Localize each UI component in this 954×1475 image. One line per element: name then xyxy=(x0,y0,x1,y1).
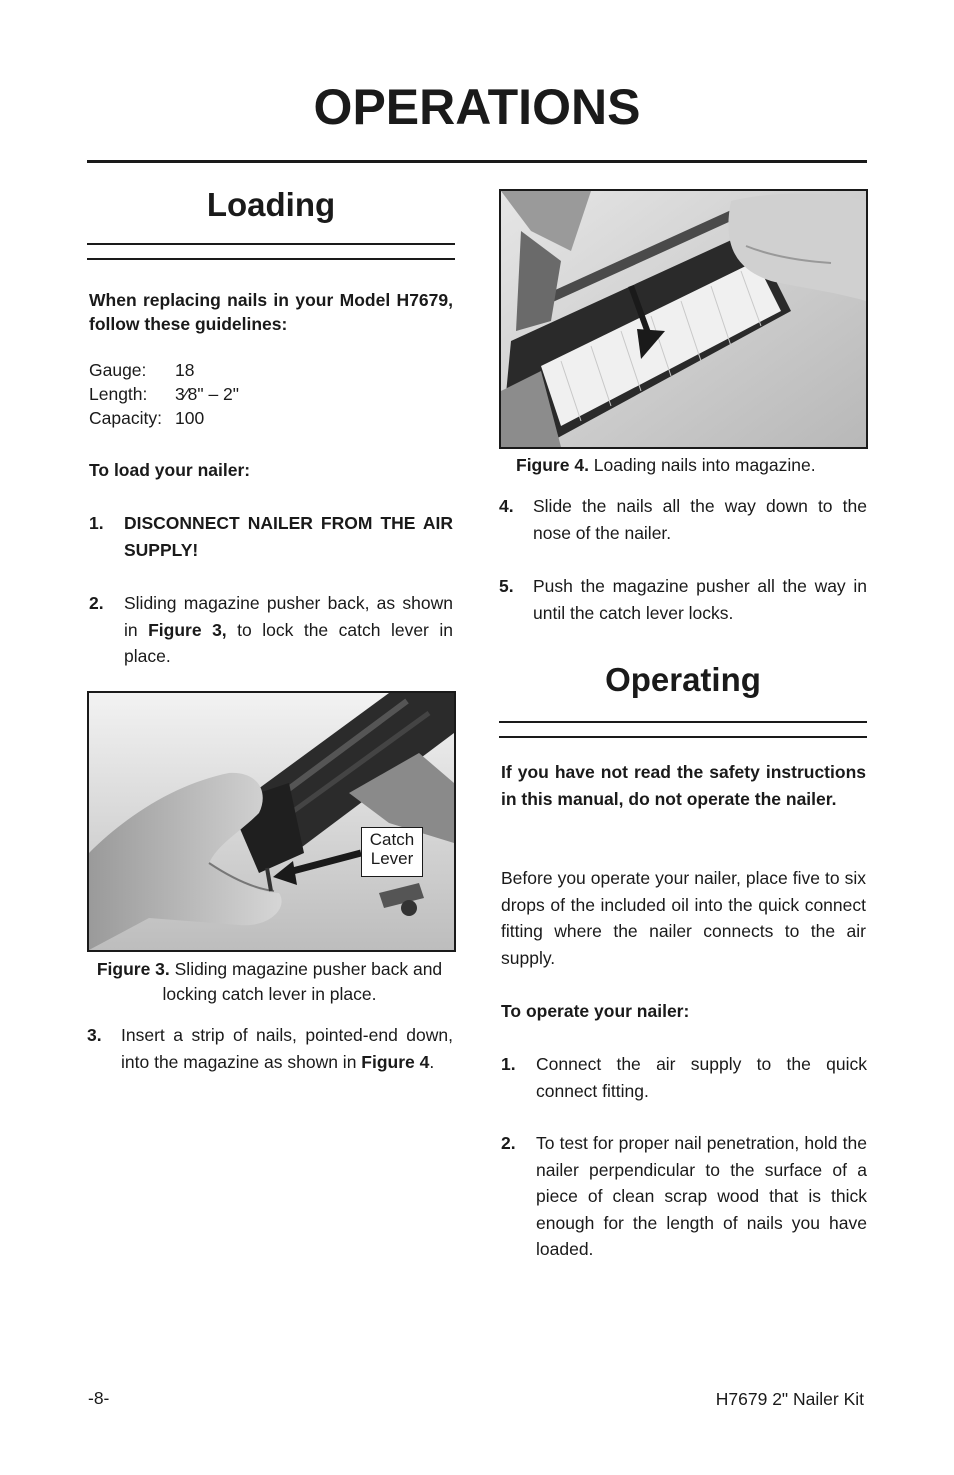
catch-lever-label: Catch Lever xyxy=(361,827,423,877)
loading-rule-bottom xyxy=(87,258,455,260)
safety-warning: If you have not read the safety instructions in this manual, do not operate the nailer. xyxy=(501,762,866,809)
nailer-magazine-illustration xyxy=(89,693,454,950)
product-name: H7679 2" Nailer Kit xyxy=(715,1389,864,1409)
page-title: OPERATIONS xyxy=(313,79,641,135)
page-number: -8- xyxy=(88,1388,110,1408)
loading-rule-top xyxy=(87,243,455,245)
oil-instructions: Before you operate your nailer, place five to six drops of the included oil into the quick connect fitting where the nailer connects to the air supply. xyxy=(501,868,866,968)
nail-strip-illustration xyxy=(501,191,866,447)
operating-rule-top xyxy=(499,721,867,723)
figure-4-caption: Figure 4. Loading nails into magazine. xyxy=(516,455,816,475)
title-rule xyxy=(87,160,867,163)
spec-length: Length: 3⁄8" – 2" xyxy=(89,384,240,404)
operating-rule-bottom xyxy=(499,736,867,738)
operating-heading: Operating xyxy=(605,661,761,698)
loading-heading: Loading xyxy=(206,186,336,223)
loading-intro: When replacing nails in your Model H7679, follow these guidelines: xyxy=(89,290,453,334)
spec-list xyxy=(89,358,453,430)
to-operate-heading: To operate your nailer: xyxy=(501,1001,690,1021)
spec-gauge: Gauge: 18 xyxy=(89,360,195,380)
figure-4-image xyxy=(499,189,868,449)
spec-capacity: Capacity: 100 xyxy=(89,408,205,428)
figure-3-image xyxy=(87,691,456,952)
to-load-heading: To load your nailer: xyxy=(89,460,251,480)
figure-3-caption: Figure 3. Sliding magazine pusher back and locking catch lever in place. xyxy=(96,959,443,1004)
